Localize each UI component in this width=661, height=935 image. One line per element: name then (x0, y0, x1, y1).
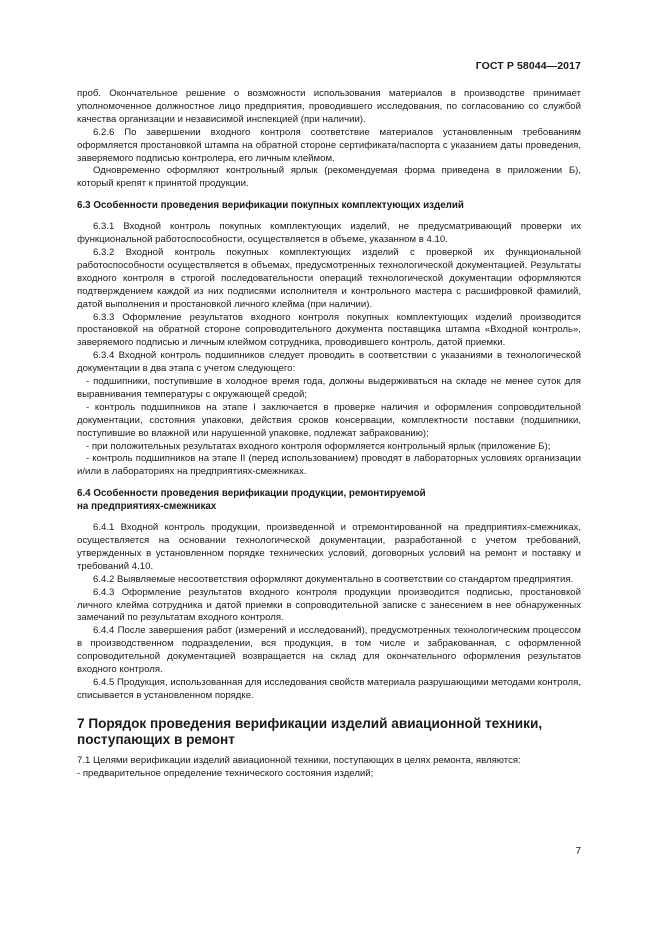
list-item: - контроль подшипников на этапе I заключается в проверке наличия и оформления сопроводительной документации, состояния упаковки, действия сроков консервации, комплектности поставки (подшипники, поступившие во влажной или нарушенной упаковке, подлежат забракованию); (77, 401, 581, 439)
paragraph: 6.4.3 Оформление результатов входного контроля продукции производится подписью, простановкой личного клейма сотрудника и датой приемки в сопроводительной записке с занесением в нее обнаруженных замечаний по результатам входного контроля. (77, 586, 581, 624)
paragraph: Одновременно оформляют контрольный ярлык (рекомендуемая форма приведена в приложении Б), который крепят к принятой продукции. (77, 165, 581, 190)
paragraph: 6.4.5 Продукция, использованная для исследования свойств материала разрушающими методами контроля, списывается в установленном порядке. (77, 676, 581, 701)
paragraph: 6.3.3 Оформление результатов входного контроля покупных комплектующих изделий производится простановкой на обратной стороне сопроводительного документа поставщика штампа «Входной контроль», заверяемого подписью и личным клеймом сотрудника, проводившего контроль, датой приемки. (77, 311, 581, 349)
paragraph: 6.2.6 По завершении входного контроля соответствие материалов установленным требованиям оформляется простановкой штампа на обратной стороне сертификата/паспорта с указанием даты проведения, заверяемого подписью контролера, его личным клеймом. (77, 126, 581, 164)
heading-line: на предприятиях-смежниках (77, 501, 217, 513)
heading-line: поступающих в ремонт (77, 732, 235, 748)
paragraph: 6.3.2 Входной контроль покупных комплектующих изделий с проверкой их функциональной работоспособности осуществляется в объемах, предусмотренных технологической документацией. Результаты входного контроля в строгой последовательности операций технологической документации оформляются подтверждением каждой из них подписями исполнителя и контрольного мастера с расшифровкой фамилий, датой выполнения и простановкой личного клейма (при наличии). (77, 246, 581, 310)
heading-line: 6.4 Особенности проведения верификации продукции, ремонтируемой (77, 488, 426, 500)
document-id: ГОСТ Р 58044—2017 (475, 60, 581, 72)
list-item: - при положительных результатах входного контроля оформляется контрольный ярлык (приложение Б); (86, 440, 551, 452)
heading-line: 7 Порядок проведения верификации изделий авиационной техники, (77, 715, 543, 731)
paragraph: 6.4.2 Выявляемые несоответствия оформляют документально в соответствии со стандартом предприятия. (93, 573, 574, 585)
paragraph: 6.4.4 После завершения работ (измерений и исследований), предусмотренных технологическим процессом в производственном подразделении, вся продукция, в том числе и забракованная, с оформленной сопроводительной документацией возвращается на склад для окончательного оформления результатов входного контроля. (77, 625, 581, 676)
section-heading-6-4 (77, 488, 581, 514)
chapter-heading-7 (77, 716, 581, 749)
paragraph: 7.1 Целями верификации изделий авиационной техники, поступающих в целях ремонта, являются: (77, 754, 521, 766)
paragraph: 6.3.1 Входной контроль покупных комплектующих изделий, не предусматривающий проверки их функциональной работоспособности, осуществляется в объеме, указанном в 4.10. (77, 221, 581, 246)
page-number: 7 (575, 846, 581, 857)
paragraph: проб. Окончательное решение о возможности использования материалов в производстве принимает уполномоченное должностное лицо предприятия, проводившего исследования, по согласованию со службой качества организации и независимой инспекцией (при наличии). (77, 88, 581, 125)
page-body (77, 88, 581, 781)
paragraph: 6.3.4 Входной контроль подшипников следует проводить в соответствии с указаниями в технологической документации в два этапа с учетом следующего: (77, 350, 581, 375)
list-item: - подшипники, поступившие в холодное время года, должны выдерживаться на складе не менее суток для выравнивания температуры с окружающей средой; (77, 376, 581, 400)
paragraph: 6.4.1 Входной контроль продукции, произведенной и отремонтированной на предприятиях-смежниках, осуществляется на основании технологической документации, разработанной с учетом требований, утвержденных в установленном порядке технических условий, договорных условий на ремонт и поставку и требований 4.10. (77, 522, 581, 572)
list-item: - предварительное определение технического состояния изделий; (77, 767, 374, 779)
section-heading-6-3: 6.3 Особенности проведения верификации покупных комплектующих изделий (77, 200, 464, 212)
list-item: - контроль подшипников на этапе II (перед использованием) проводят в лабораторных условиях организации и/или в лабораториях на предприятиях-смежниках. (77, 453, 581, 478)
